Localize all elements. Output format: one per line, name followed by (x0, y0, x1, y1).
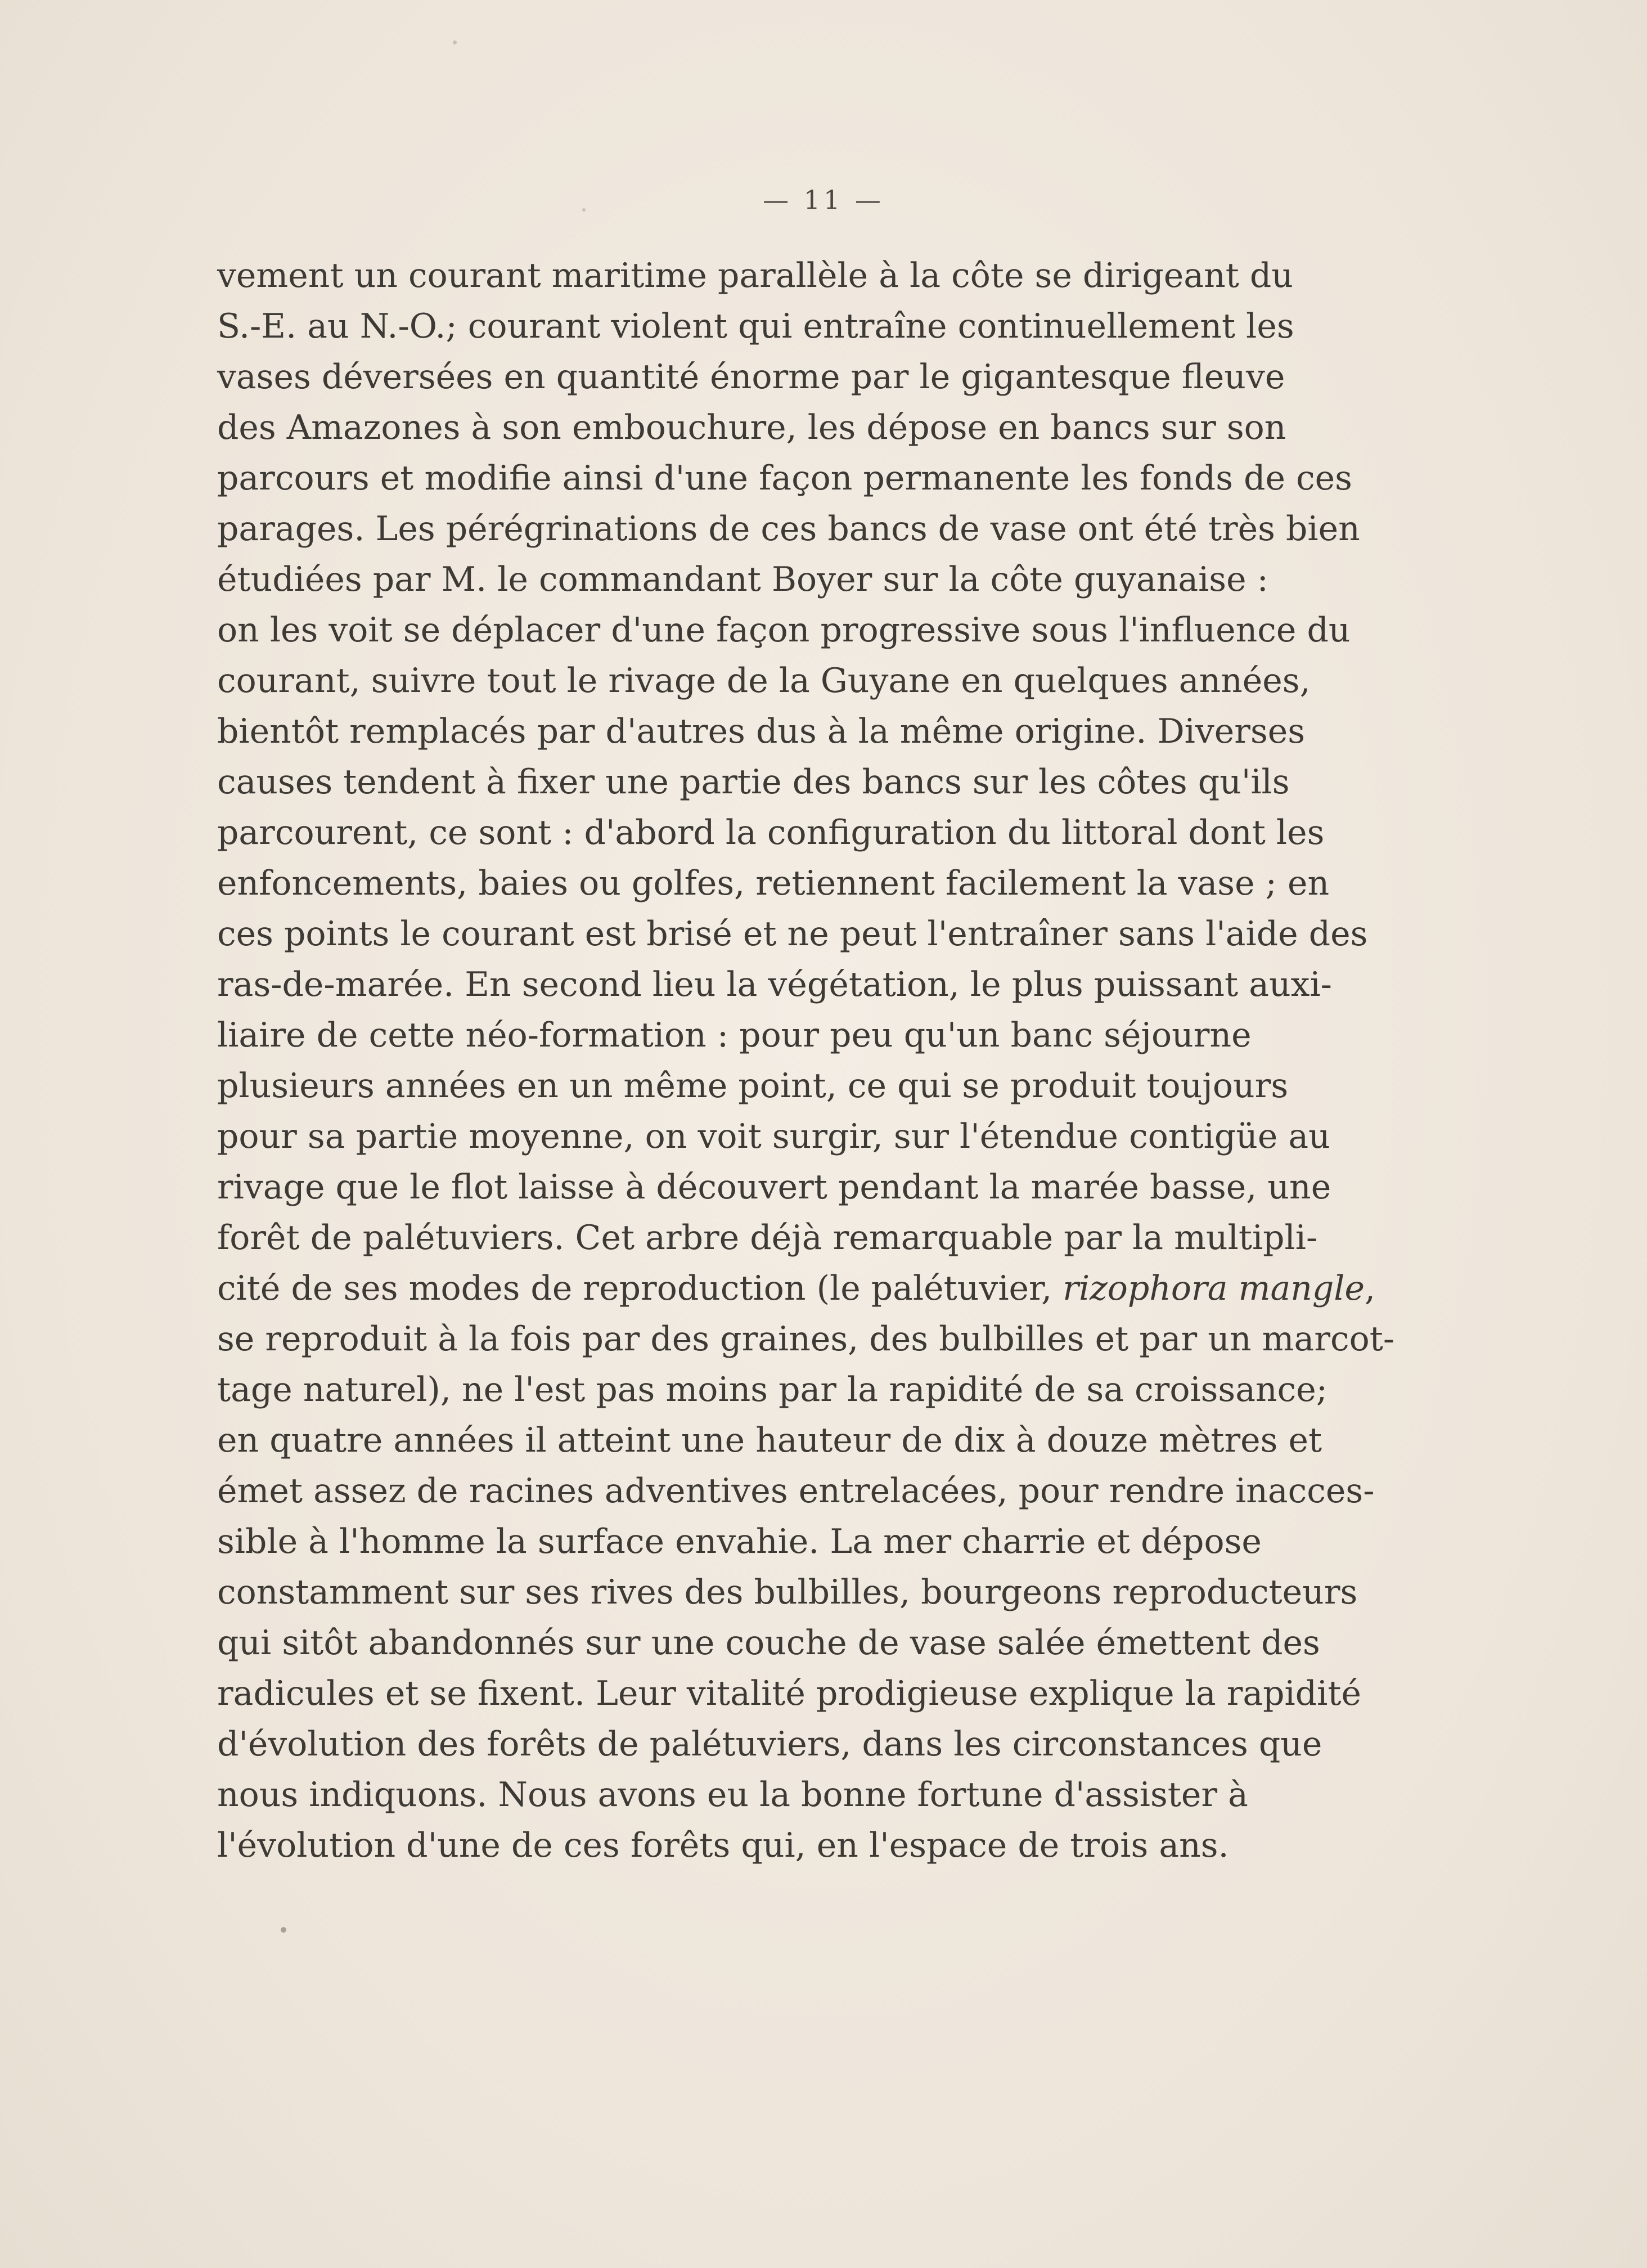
text-line: en quatre années il atteint une hauteur de dix à douze mètres et (217, 1421, 1322, 1460)
species-name: rizophora mangle (1063, 1269, 1365, 1308)
text-segment: , (1364, 1269, 1376, 1308)
text-line: liaire de cette néo-formation : pour peu qu'un banc séjourne (217, 1016, 1252, 1055)
text-line: ras-de-marée. En second lieu la végétation, le plus puissant auxi- (217, 965, 1332, 1004)
text-line: S.-E. au N.-O.; courant violent qui entraîne continuellement les (217, 307, 1294, 346)
text-line: d'évolution des forêts de palétuviers, dans les circonstances que (217, 1724, 1322, 1764)
text-line: radicules et se fixent. Leur vitalité prodigieuse explique la rapidité (217, 1674, 1361, 1713)
text-line: vement un courant maritime parallèle à la côte se dirigeant du (217, 256, 1293, 295)
text-line: forêt de palétuviers. Cet arbre déjà remarquable par la multipli- (217, 1218, 1318, 1257)
text-line: causes tendent à fixer une partie des bancs sur les côtes qu'ils (217, 762, 1290, 802)
text-line: parages. Les pérégrinations de ces bancs de vase ont été très bien (217, 509, 1360, 549)
text-line: des Amazones à son embouchure, les dépose en bancs sur son (217, 408, 1286, 447)
text-line: bientôt remplacés par d'autres dus à la même origine. Diverses (217, 712, 1306, 751)
paper-speck (453, 41, 457, 44)
text-line: parcourent, ce sont : d'abord la configuration du littoral dont les (217, 813, 1325, 852)
text-line-with-italic (217, 1263, 1376, 1314)
page-number: — 11 — (763, 185, 884, 215)
text-line: pour sa partie moyenne, on voit surgir, sur l'étendue contigüe au (217, 1117, 1330, 1156)
text-line: plusieurs années en un même point, ce qui se produit toujours (217, 1066, 1289, 1106)
text-line: l'évolution d'une de ces forêts qui, en l'espace de trois ans. (217, 1826, 1229, 1865)
text-line: sible à l'homme la surface envahie. La mer charrie et dépose (217, 1522, 1262, 1561)
text-line: constamment sur ses rives des bulbilles, bourgeons reproducteurs (217, 1573, 1358, 1612)
text-line: parcours et modifie ainsi d'une façon permanente les fonds de ces (217, 459, 1352, 498)
text-line: courant, suivre tout le rivage de la Guyane en quelques années, (217, 661, 1311, 700)
text-line: vases déversées en quantité énorme par le gigantesque fleuve (217, 357, 1285, 397)
text-line: se reproduit à la fois par des graines, des bulbilles et par un marcot- (217, 1319, 1395, 1359)
text-line: qui sitôt abandonnés sur une couche de vase salée émettent des (217, 1623, 1320, 1663)
paper-speck (582, 208, 586, 212)
text-line: étudiées par M. le commandant Boyer sur la côte guyanaise : (217, 560, 1268, 599)
text-line: enfoncements, baies ou golfes, retiennent facilement la vase ; en (217, 864, 1330, 903)
text-line: on les voit se déplacer d'une façon progressive sous l'influence du (217, 610, 1351, 650)
body-text (217, 250, 1395, 1871)
text-line: tage naturel), ne l'est pas moins par la rapidité de sa croissance; (217, 1370, 1328, 1409)
text-line: rivage que le flot laisse à découvert pendant la marée basse, une (217, 1167, 1331, 1207)
text-segment: cité de ses modes de reproduction (le palétuvier, (217, 1269, 1063, 1308)
text-line: nous indiquons. Nous avons eu la bonne fortune d'assister à (217, 1775, 1248, 1815)
text-line: ces points le courant est brisé et ne peut l'entraîner sans l'aide des (217, 914, 1368, 954)
text-line: émet assez de racines adventives entrelacées, pour rendre inacces- (217, 1471, 1375, 1511)
paper-speck (281, 1927, 286, 1933)
